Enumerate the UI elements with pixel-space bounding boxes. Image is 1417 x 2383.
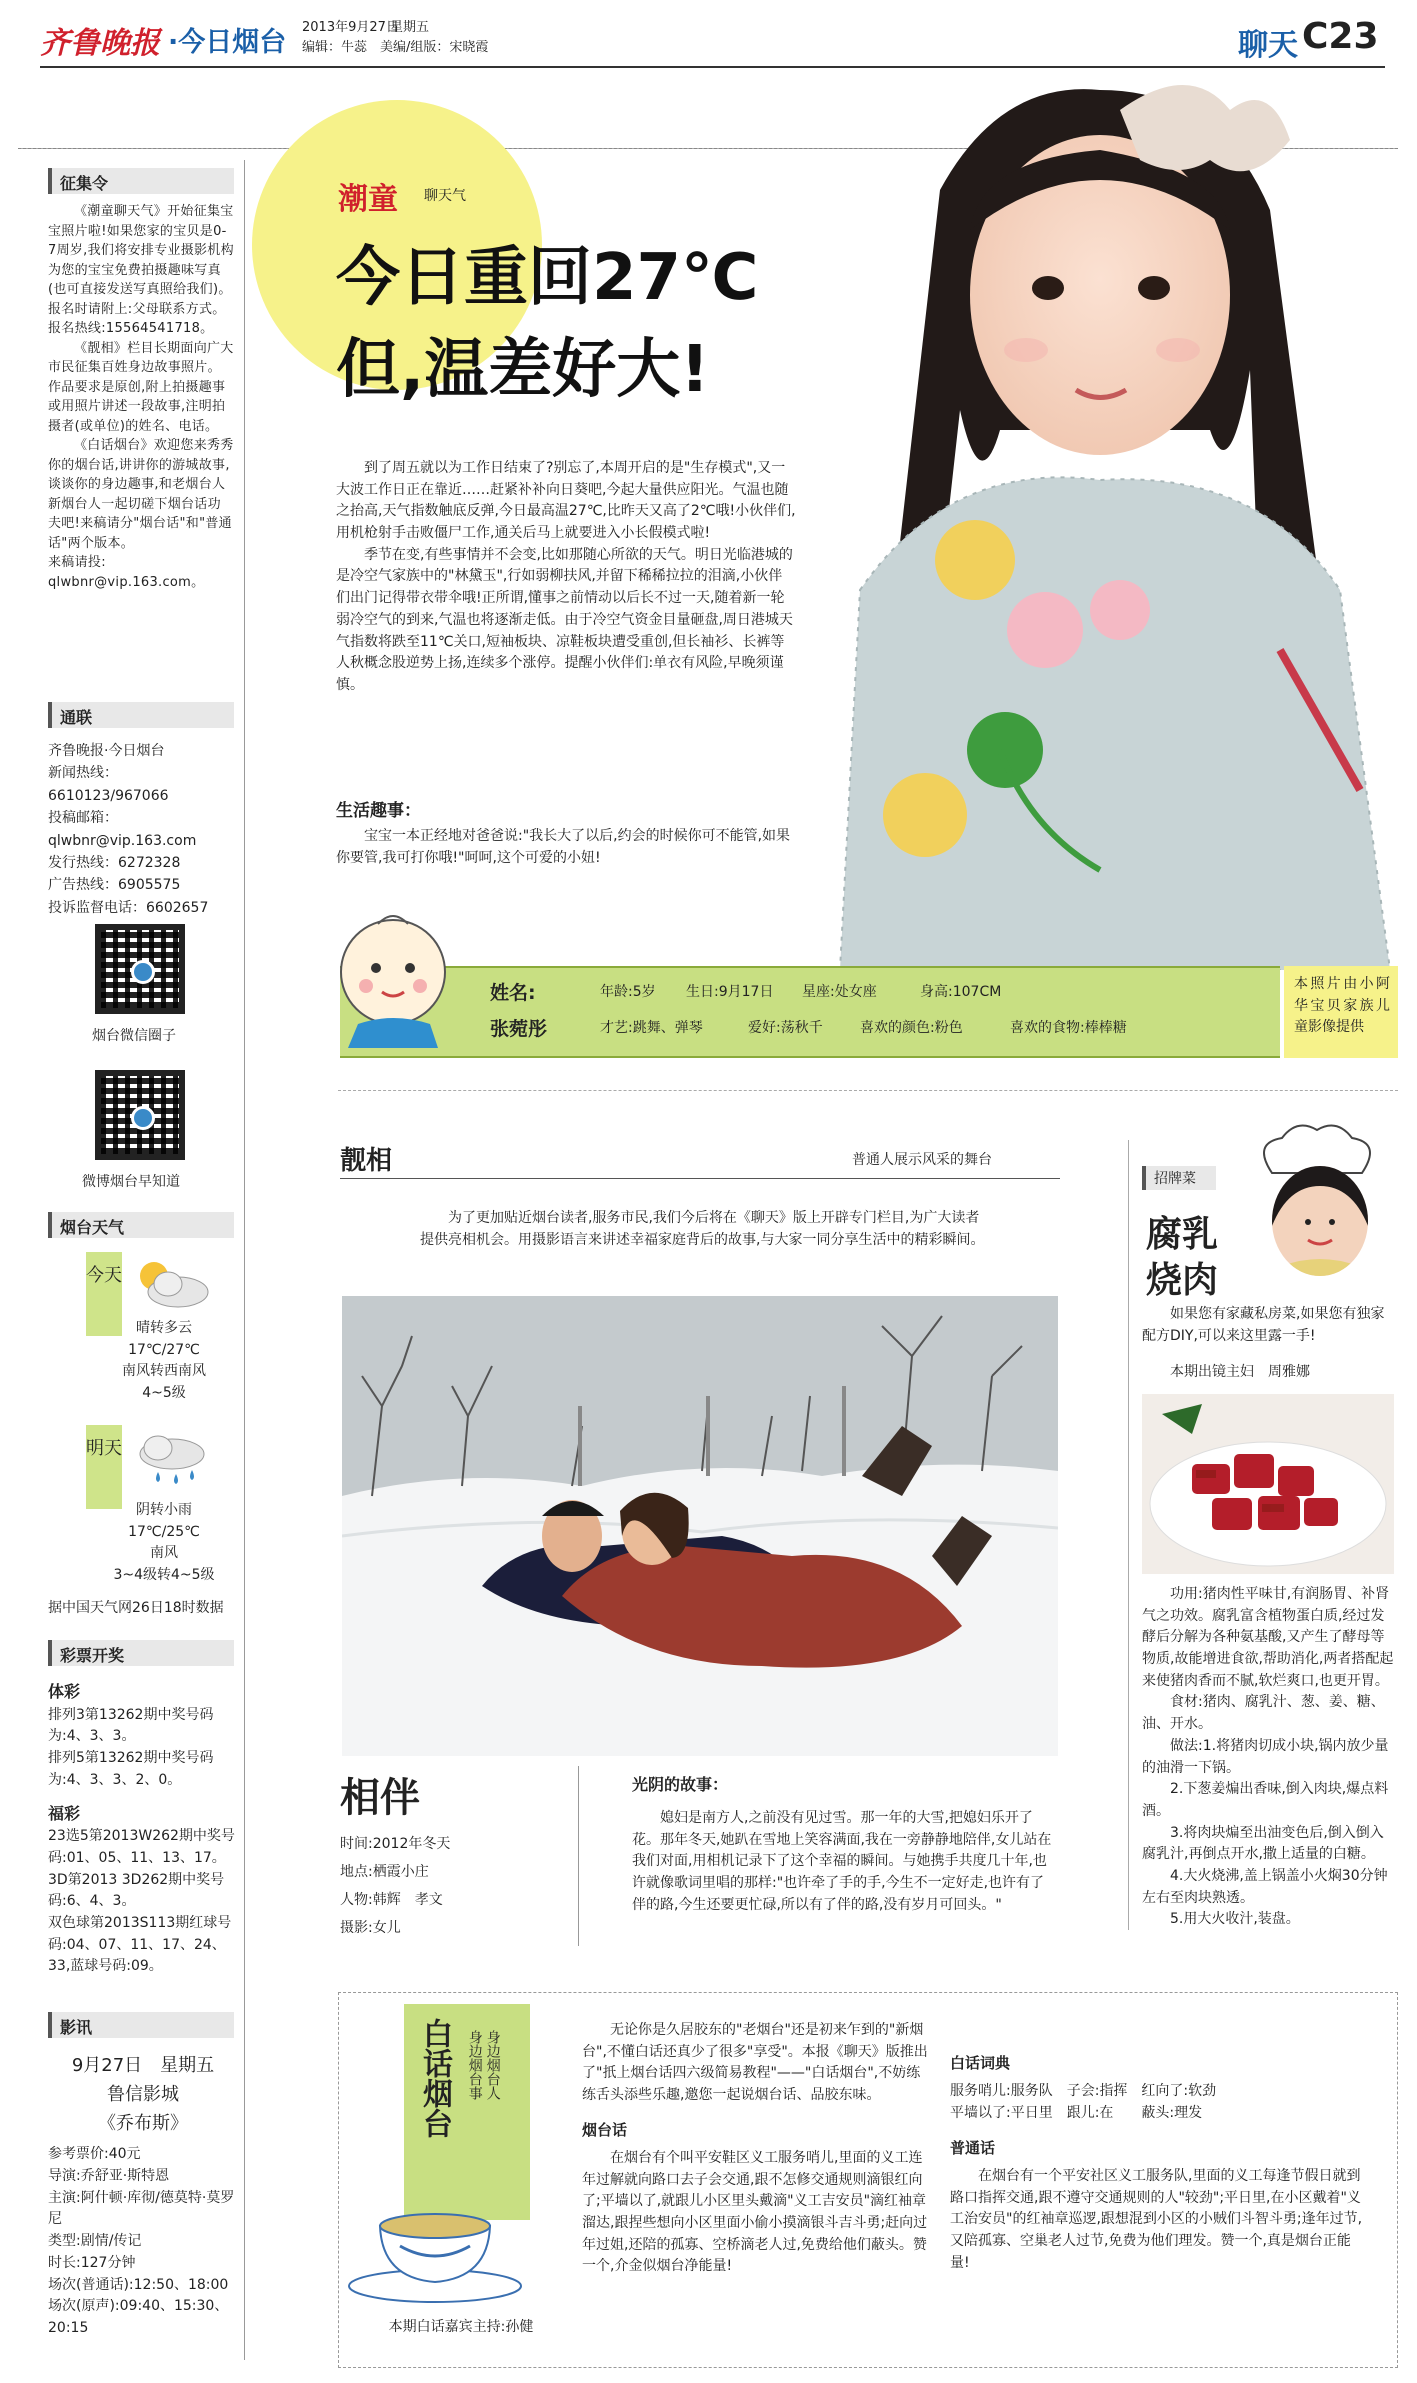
editors: 编辑：牛蕊 美编/组版：宋晓霞: [302, 40, 489, 55]
fun-title: 生活趣事：: [336, 801, 421, 821]
cinema-venue: 鲁信影城: [107, 2083, 179, 2105]
section-logo: ·今日烟台: [168, 27, 287, 58]
paper-logo: 齐鲁晚报: [40, 26, 160, 61]
photo-title: 相伴: [340, 1775, 420, 1821]
cinema-show-1: 场次(普通话):12:50、18:00: [48, 2276, 229, 2293]
today-temp: 17℃/27℃: [128, 1341, 200, 1358]
contact-email: 投稿邮箱：qlwbnr@vip.163.com: [48, 810, 197, 849]
profile-bar: [340, 966, 1280, 1058]
cloud-sun-icon: [132, 1258, 212, 1310]
contact-info: [48, 740, 238, 919]
contact-dist: 发行热线：6272328: [48, 854, 181, 871]
tomorrow-level: 3~4级转4~5级: [113, 1567, 215, 1584]
tomorrow-tag: 明天: [86, 1425, 122, 1509]
photo-time: 时间:2012年冬天: [340, 1836, 451, 1852]
cinema-film: 《乔布斯》: [98, 2112, 188, 2134]
dict-title: 白话词典: [950, 2054, 1011, 2072]
today-level: 4~5级: [142, 1385, 186, 1402]
feature-paragraph-1: 到了周五就以为工作日结束了?别忘了,本周开启的是"生存模式",又一大波工作日正在靠近……赶紧补补向日葵吧,今起大量供应阳光。气温也随之抬高,天气指数触底反弹,今日最高温27℃,比昨天又高了2℃哦!小伙伴们,用机枪射手击败僵尸工作,通关后马上就要进入小长假模式啦!: [336, 460, 796, 542]
recipe-step-4: 4.大火烧沸,盖上锅盖小火焖30分钟左右至肉块熟透。: [1142, 1867, 1388, 1906]
sidebar-divider: [244, 160, 245, 2360]
contact-ad: 广告热线：6905575: [48, 877, 181, 894]
fun-text: 宝宝一本正经地对爸爸说:"我长大了以后,约会的时候你可不能管,如果你要管,我可打你哦!"呵呵,这个可爱的小妞!: [336, 828, 791, 866]
tomorrow-weather: [90, 1500, 238, 1587]
story-title: 光阴的故事：: [632, 1775, 729, 1794]
weather-header: 烟台天气: [48, 1212, 234, 1238]
contact-complain: 投诉监督电话：6602657: [48, 899, 209, 916]
photo-meta: [340, 1830, 540, 1942]
feature-paragraph-2: 季节在变,有些事情并不会变,比如那随心所欲的天气。明日光临港城的是冷空气家族中的"林黛玉",行如弱柳扶风,并留下稀稀拉拉的泪滴,小伙伴们出门记得带衣带伞哦!正所谓,懂事之前情动以后长不过一天,随着新一轮弱冷空气的到来,气温也将逐渐走低。由于冷空气资金目量砸盘,周日港城天气指数将跌至11℃关口,短袖板块、凉鞋板块遭受重创,但长袖衫、长裤等人秋概念股逆势上扬,连续多个涨停。提醒小伙伴们:单衣有风险,早晚须谨慎。: [336, 546, 793, 693]
call-mail: qlwbnr@vip.163.com。: [48, 574, 205, 590]
putonghua-text: 在烟台有一个平安社区义工服务队,里面的义工每逢节假日就到路口指挥交通,跟不遵守交通规则的人"较劲";平日里,在小区戴着"义工治安员"的红袖章巡逻,跟想混到小区的小贼们斗智斗勇;逢年过节,又陪孤寡、空巢老人过节,免费为他们理发。赞一个,真是烟台正能量!: [950, 2167, 1363, 2271]
call-body: [48, 202, 234, 592]
child-hobby: 爱好:荡秋千: [748, 1020, 823, 1036]
cinema-length: 时长:127分钟: [48, 2254, 136, 2271]
photographer: 摄影:女儿: [340, 1920, 401, 1936]
feature-kicker: 潮童: [338, 182, 398, 217]
page-section: 聊天: [1238, 28, 1298, 63]
call-paragraph-3: 《白话烟台》欢迎您来秀秀你的烟台话,讲讲你的游城故事,谈谈你的身边趣事,和老烟台人新烟台人一起切磋下烟台话功夫吧!来稿请分"烟台话"和"普通话"两个版本。: [48, 438, 234, 551]
baihua-intro: 无论你是久居胶东的"老烟台"还是初来乍到的"新烟台",不懂白话还真少了很多"享受"。本报《聊天》版推出了"扺上烟台话四六级简易教程"——"白话烟台",不妨练练舌头添些乐趣,邀您一起说烟台话、品胶东味。: [582, 2022, 928, 2104]
masthead: [40, 14, 1385, 64]
today-cond: 晴转多云: [136, 1320, 192, 1336]
recipe-step-1: 做法:1.将猪肉切成小块,锅内放少量的油滑一下锅。: [1142, 1737, 1389, 1776]
putonghua-title: 普通话: [950, 2138, 996, 2157]
lottery-line-3: 23选5第2013W262期中奖号码:01、05、11、13、17。: [48, 1828, 235, 1867]
child-name: 张菀彤: [490, 1018, 548, 1040]
call-mail-label: 来稿请投:: [48, 555, 106, 570]
recipe-intro: 如果您有家藏私房菜,如果您有独家配方DIY,可以来这里露一手!: [1142, 1306, 1385, 1344]
qr2-caption: 微博烟台早知道: [82, 1174, 180, 1190]
baihua-sub-1: 身边烟台人: [484, 2030, 501, 2100]
tomorrow-temp: 17℃/25℃: [128, 1523, 200, 1540]
contact-header: 通联: [48, 702, 234, 728]
baihua-col-2: [950, 2024, 1364, 2274]
wechat-qr-code[interactable]: [95, 924, 185, 1014]
child-birthday: 生日:9月17日: [686, 984, 774, 1000]
baihua-title: 白话烟台: [417, 2018, 452, 2138]
recipe-tag: 招牌菜: [1154, 1171, 1196, 1187]
child-talent: 才艺:跳舞、弹琴: [600, 1020, 703, 1036]
call-header: 征集令: [48, 168, 234, 194]
child-food: 喜欢的食物:棒棒糖: [1010, 1020, 1127, 1036]
snow-couple-photo: [342, 1296, 1058, 1756]
feature-kicker-sub: 聊天气: [424, 188, 466, 204]
lottery-line-2: 排列5第13262期中奖号码为:4、3、3、2、0。: [48, 1750, 214, 1788]
dish-photo: [1142, 1394, 1394, 1574]
photo-people: 人物:韩辉 孝文: [340, 1892, 443, 1908]
story-text: 媳妇是南方人,之前没有见过雪。那一年的大雪,把媳妇乐开了花。那年冬天,她趴在雪地上笑容满面,我在一旁静静地陪伴,女儿站在我们对面,用相机记录下了这个幸福的瞬间。与她携手共度几十年,也许就像歌词里唱的那样:"也许牵了手的手,今生不一定好走,也许有了伴的路,今生还要更忙碌,所以有了伴的路,没有岁月可回头。": [632, 1810, 1052, 1913]
child-sign: 星座:处女座: [802, 984, 877, 1000]
today-weather: [90, 1318, 238, 1405]
lottery-body: [48, 1680, 238, 1978]
fucai-label: 福彩: [48, 1803, 81, 1823]
tomorrow-wind: 南风: [150, 1545, 178, 1562]
recipe-title-2: 烧肉: [1146, 1260, 1219, 1301]
lottery-line-5: 双色球第2013S113期红球号码:04、07、11、17、24、33,蓝球号码:09。: [48, 1915, 232, 1975]
recipe-title-1: 腐乳: [1146, 1214, 1219, 1255]
story-divider: [578, 1766, 579, 1946]
weibo-qr-code[interactable]: [95, 1070, 185, 1160]
recipe-effect: 功用:猪肉性平味甘,有润肠胃、补肾气之功效。腐乳富含植物蛋白质,经过发酵后分解为各种氨基酸,又产生了酵母等物质,故能增进食欲,帮助消化,两者搭配起来使猪肉香而不腻,软烂爽口,也更开胃。: [1142, 1586, 1394, 1689]
baihua-sub-2: 身边烟台事: [466, 2030, 483, 2100]
headline-line-2: 但,温差好大!: [336, 333, 710, 407]
baihua-col-1: [582, 2020, 934, 2278]
girl-photo: [800, 70, 1390, 970]
call-paragraph-1: 《潮童聊天气》开始征集宝宝照片啦!如果您家的宝贝是0-7周岁,我们将安排专业摄影机构为您的宝宝免费拍摄趣味写真(也可直接发送写真照给我们)。报名时请附上:父母联系方式。报名热线:15564541718。: [48, 204, 234, 336]
baihua-host: 本期白话嘉宾主持:孙健: [388, 2319, 534, 2335]
issue-weekday: 星期五: [390, 20, 430, 35]
tomorrow-cond: 阴转小雨: [136, 1502, 192, 1518]
recipe-chef: 本期出镜主妇 周雅娜: [1170, 1364, 1310, 1380]
contact-org: 齐鲁晚报·今日烟台: [48, 743, 165, 759]
cinema-show-2: 场次(原声):09:40、15:30、20:15: [48, 2298, 229, 2336]
liangxiang-intro: 为了更加贴近烟台读者,服务市民,我们今后将在《聊天》版上开辟专门栏目,为广大读者提供亮相机会。用摄影语言来讲述幸福家庭背后的故事,与大家一同分享生活中的精彩瞬间。: [420, 1210, 985, 1248]
photo-credit: 本照片由小阿华宝贝家族儿童影像提供: [1294, 976, 1390, 1036]
yantai-text: 在烟台有个叫平安鞋区义工服务哨儿,里面的义工连年过解就向路口去子会交通,跟不怎修交通规则滴银红向了;平墙以了,就跟儿小区里头戴滴"义工吉安员"滴红袖章溜达,跟捏些想向小区里面小偷小摸滴银斗吉斗勇;赶向过年过姐,还陪的孤寡、空桥滴老人过,免费给他们蔽头。赞一个,介金似烟台净能量!: [582, 2150, 928, 2275]
dict-line-1: 服务哨儿:服务队 子会:指挥 红向了:软劲: [950, 2083, 1217, 2100]
cinema-date: 9月27日 星期五: [71, 2055, 215, 2076]
today-tag: 今天: [86, 1252, 122, 1336]
recipe-step-2: 2.下葱姜煸出香味,倒入肉块,爆点料酒。: [1142, 1781, 1389, 1819]
baby-cartoon-icon: [318, 902, 468, 1052]
child-age: 年龄:5岁: [600, 984, 656, 1000]
teacup-icon: [340, 2186, 530, 2306]
photo-place: 地点:栖霞小庄: [340, 1864, 429, 1880]
child-color: 喜欢的颜色:粉色: [860, 1020, 963, 1036]
qr1-caption: 烟台微信圈子: [92, 1028, 176, 1044]
call-paragraph-2: 《靓相》栏目长期面向广大市民征集百姓身边故事照片。作品要求是原创,附上拍摄趣事或用照片讲述一段故事,注明拍摄者(或单位)的姓名、电话。: [48, 340, 234, 434]
today-wind: 南风转西南风: [122, 1363, 206, 1380]
dict-line-2: 平墙以了:平日里 跟儿:在 蔽头:理发: [950, 2104, 1203, 2121]
feature-body: [336, 458, 796, 697]
name-label: 姓名:: [490, 982, 536, 1004]
recipe-step-3: 3.将肉块煸至出油变色后,倒入倒入腐乳汁,再倒点开水,撒上适量的白糖。: [1142, 1824, 1384, 1863]
cinema-header: 影讯: [48, 2012, 234, 2038]
cinema-director: 导演:乔舒亚·斯特恩: [48, 2168, 170, 2185]
chef-portrait: [1272, 1166, 1368, 1276]
lottery-line-1: 排列3第13262期中奖号码为:4、3、3。: [48, 1706, 214, 1745]
liangxiang-tagline: 普通人展示风采的舞台: [852, 1152, 992, 1168]
cinema-body: [48, 2052, 238, 2340]
cinema-cast: 主演:阿什顿·库彻/德莫特·莫罗尼: [48, 2189, 235, 2228]
cinema-price: 参考票价:40元: [48, 2146, 141, 2163]
headline-line-1: 今日重回27℃: [336, 241, 759, 315]
child-height: 身高:107CM: [920, 984, 1002, 1000]
ticai-label: 体彩: [48, 1682, 81, 1701]
liangxiang-title: 靓相: [340, 1146, 393, 1176]
rain-cloud-icon: [128, 1430, 214, 1490]
issue-date: 2013年9月27日: [302, 20, 399, 35]
cinema-type: 类型:剧情/传记: [48, 2233, 142, 2250]
recipe-body: [1142, 1584, 1394, 1931]
page-number: C23: [1302, 16, 1379, 57]
recipe-divider: [1128, 1140, 1129, 1930]
recipe-step-5: 5.用大火收汁,装盘。: [1170, 1911, 1300, 1928]
lottery-header: 彩票开奖: [48, 1640, 234, 1666]
contact-news: 新闻热线：6610123/967066: [48, 765, 169, 804]
yantai-title: 烟台话: [582, 2120, 628, 2139]
recipe-ingredients: 食材:猪肉、腐乳汁、葱、姜、糖、油、开水。: [1142, 1694, 1385, 1733]
lottery-line-4: 3D第2013 3D262期中奖号码:6、4、3。: [48, 1871, 225, 1910]
weather-source: 据中国天气网26日18时数据: [48, 1600, 224, 1616]
